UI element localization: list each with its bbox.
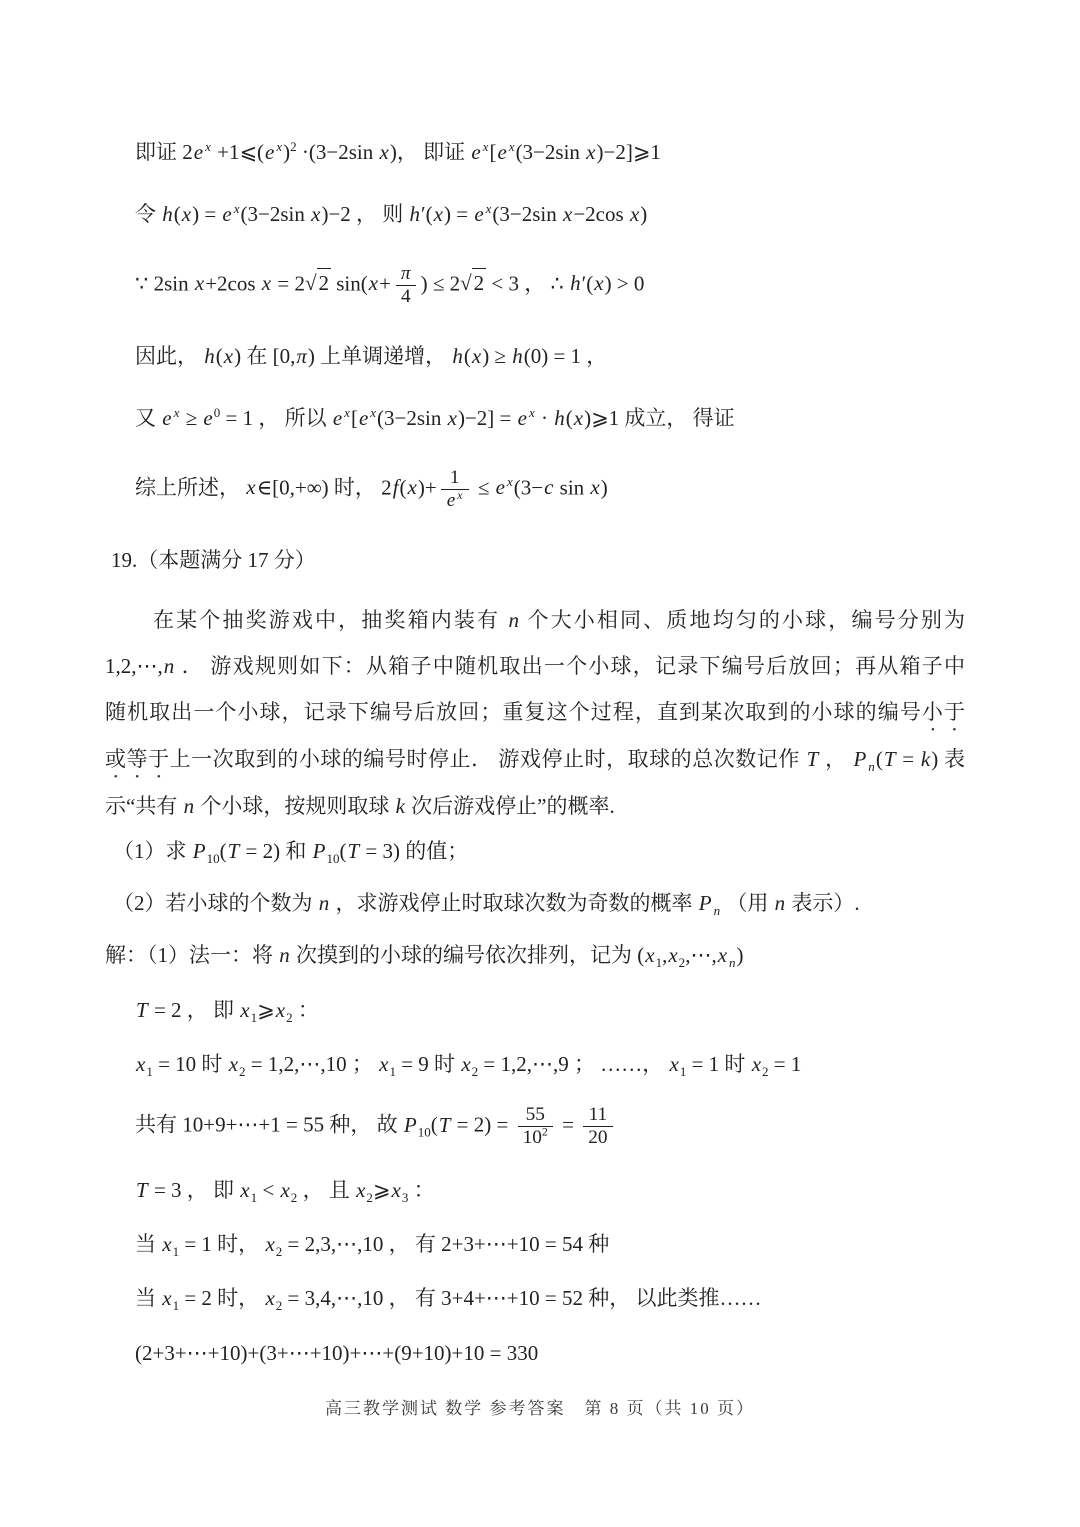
part-1: （1）求 $P_{10}(T = 2)$ 和 $P_{10}(T = 3)$ 的值； xyxy=(113,838,469,866)
statement-line-1: 在某个抽奖游戏中，抽奖箱内装有 n 个大小相同、质地均匀的小球，编号分别为 xyxy=(153,607,966,632)
solution-line-5: T = 3 ， 即 $x_1 < x_2$ ， 且 $x_2⩾x_3$ ： xyxy=(136,1177,435,1205)
solution-line-8: (2+3+⋯+10)+(3+⋯+10)+⋯+(9+10)+10 = 330 xyxy=(135,1340,539,1365)
math-line-18-2: 令 h(x) = e $^x$(3−2sin x)−2 ， 则 h′(x) = e $^x$(3−2sin x−2cos x) xyxy=(135,201,648,227)
solution-line-4: 共有 10+9+⋯+1 = 55 种， 故 $P_{10}(T = 2)$ = $\frac{55}{10^2}$ = $\frac{11}{20}$ xyxy=(135,1104,965,1149)
problem-19 xyxy=(105,546,965,1367)
math-line-18-3: ∵ 2sin x+2cos x = 2√2 sin(x+ $\frac{\pi}{4}$ ) ≤ 2√2 < 3 ， ∴ h′(x) > 0 xyxy=(135,262,645,307)
problem-18-conclusion xyxy=(105,138,965,512)
solution-line-3: $x_1 = 10$ 时 $x_2$ = 1,2,⋯,10 ； $x_1 = 9$ 时 $x_2$ = 1,2,⋯,9 ； ……， $x_1 = 1$ 时 $x_2 = 1$ xyxy=(136,1051,802,1080)
math-line-18-5: 又 e $^x \ge e^0 = 1$ ， 所以 e $^x$[e $^x$(3−2sin x)−2] = e $^x$ · h(x)⩾1 成立， 得证 xyxy=(135,405,735,431)
solution-line-1: 解：（1）法一：将 n 次摸到的小球的编号依次排列，记为 ($x_1,x_2,\cdots,x$ $_n$) xyxy=(105,943,744,971)
page-footer: 高三教学测试 数学 参考答案 第 8 页（共 10 页） xyxy=(325,1399,755,1418)
statement-line-5: 示“共有 n 个小球，按规则取球 k 次后游戏停止”的概率. xyxy=(105,793,615,818)
solution-line-7: 当 $x_1 = 2$ 时， $x_2$ = 3,4,⋯,10 ， 有 3+4+⋯+10 = 52 种， 以此类推…… xyxy=(135,1286,762,1314)
problem-19-statement xyxy=(105,597,965,829)
problem-19-heading: 19.（本题满分 17 分） xyxy=(111,548,316,573)
solution-line-2: T = 2 ， 即 $x_1⩾x_2$ ： xyxy=(136,997,319,1025)
part-2: （2）若小球的个数为 n ，求游戏停止时取球次数为奇数的概率 P $_n$ （用 n 表示）. xyxy=(113,890,860,919)
solution-line-6: 当 $x_1 = 1$ 时， $x_2$ = 2,3,⋯,10 ， 有 2+3+⋯+10 = 54 种 xyxy=(135,1232,610,1260)
math-line-18-4: 因此， h(x) 在 [0,π) 上单调递增， h(x) ≥ h(0) = 1 ， xyxy=(135,344,608,369)
math-line-18-6: 综上所述， x∈[0,+∞) 时， 2f(x)+ $\frac{1}{e ^x}$ ≤ e $^x$(3−c sin x) xyxy=(135,466,608,511)
statement-line-4: 或等于上一次取到的小球的编号时停止． 游戏停止时，取球的总次数记作 T ， P $_n$(T = k) 表 xyxy=(105,746,966,774)
problem-19-parts xyxy=(105,837,965,918)
problem-19-solution xyxy=(105,941,965,1367)
statement-line-2: 1,2,⋯,n ． 游戏规则如下：从箱子中随机取出一个小球，记录下编号后放回；再从箱子中 xyxy=(105,653,965,678)
statement-line-3: 随机取出一个小球，记录下编号后放回；重复这个过程，直到某次取到的小球的编号小于 xyxy=(105,699,966,724)
math-line-18-1: 即证 2e $^x$ +1⩽(e $^x$)$^2$ ·(3−2sin x)， 即证 e $^x$[e $^x$(3−2sin x)−2]⩾1 xyxy=(135,139,661,164)
